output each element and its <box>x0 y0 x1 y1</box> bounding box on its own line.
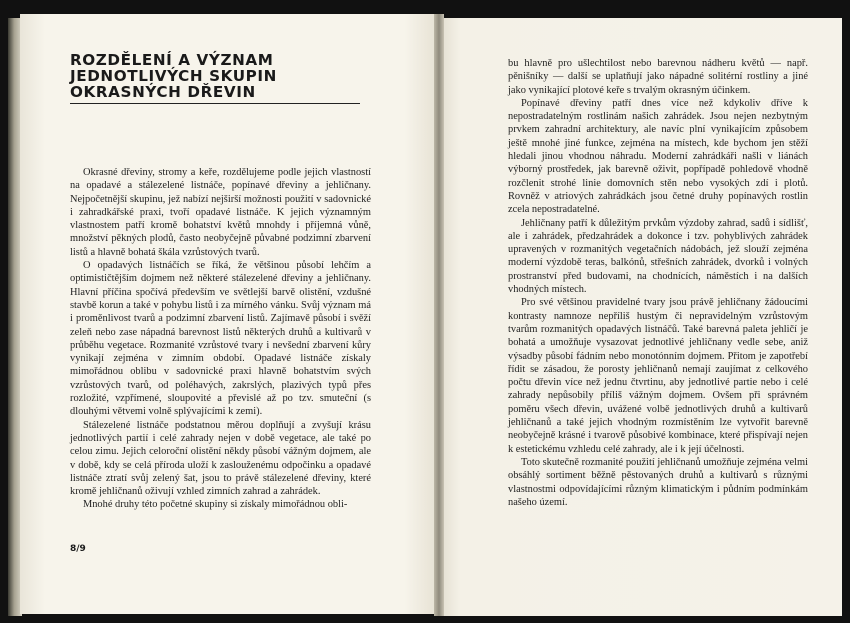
heading-rule <box>70 103 360 104</box>
paragraph: Mnohé druhy této početné skupiny si získaly mimořádnou obli- <box>83 499 348 511</box>
paragraph: Okrasné dřeviny, stromy a keře, rozdělujeme podle jejich vlastností na opadavé a stálezelené listnáče, popínavé dřeviny a jehličnany. Nejpočetnější skupinu, jež nabízí nejširší možnosti použití v sadovnické i zahradkářské praxi, tvoří opadavé listnáče. K jejich významným vlastnostem patří kromě bohatství květů mnohdy i příjemná vůně, množství pěkných plodů, často neobyčejně půvabné podzimní zbarvení listů a hlavně bohatá škála vzrůstových tvarů. <box>70 167 371 258</box>
paragraph: Stálezelené listnáče podstatnou měrou doplňují a zvyšují krásu jednotlivých partií i celé zahrady nejen v době vegetace, ale také po celou zimu. Jejich celoroční olistění někdy působí vážným dojmem, ale v době, kdy se celá příroda uloží k zaslouženému odpočinku a opadavé listnáče ztratí svůj zelený šat, jsou to právě stálezelené dřeviny, které kromě jehličnanů oživují vzhled zimních zahrad a zahrádek. <box>70 419 371 498</box>
heading-line: OKRASNÝCH DŘEVIN <box>70 83 256 101</box>
paragraph: Toto skutečně rozmanité použití jehličnanů umožňuje zejména velmi obsáhlý sortiment běžně pěstovaných druhů a kultivarů s různými vlastnostmi odpovídajícími různým klimatickým i půdním podmínkám našeho území. <box>508 456 808 508</box>
right-text-column <box>508 57 808 509</box>
left-text-column <box>70 166 371 512</box>
chapter-heading <box>70 52 360 100</box>
paragraph: Jehličnany patří k důležitým prvkům výzdoby zahrad, sadů i sídlišť, ale i zahrádek, předzahrádek a dokonce i tzv. pohyblivých zahrádek upravených v rozmanitých vegetačních nádobách, jež slouží zejména moderní výzdobě teras, balkónů, střešních zahrádek, dvorků i volných prostranství před budovami, na chodnících, náměstích i na dalších vhodných místech. <box>508 217 808 296</box>
page-number: 8/9 <box>70 544 86 554</box>
paragraph: bu hlavně pro ušlechtilost nebo barevnou nádheru květů — např. pěnišníky — další se uplatňují jako nápadné solitérní rostliny a jiné jako vynikající plotové keře s trvalým okrasným účinkem. <box>508 58 808 96</box>
paragraph: Popínavé dřeviny patří dnes více než kdykoliv dříve k nepostradatelným rostlinám našich zahrádek. Jsou nejen nezbytným prvkem zahradní architektury, ale navíc plní vynikajícím způsobem ještě mnohé jiné funkce, zejména na místech, kde bychom jen stěží hledali jinou vhodnou náhradu. Moderní zahrádkáři našli v liánách výborný prostředek, jak barevně oživit, popřípadě pohledově vhodně rozčlenit strohé linie domovních stěn nebo vysokých zdí i plotů. Rovněž v atriových zahrádkách jsou četné druhy popínavých rostlin zcela nepostradatelné. <box>508 97 808 216</box>
heading-line: ROZDĚLENÍ A VÝZNAM <box>70 51 274 69</box>
heading-line: JEDNOTLIVÝCH SKUPIN <box>70 67 277 85</box>
paragraph: Pro své většinou pravidelné tvary jsou právě jehličnany žádoucími kontrasty namnoze nepříliš hustým či nepravidelným vzrůstovým tvarům rozmanitých opadavých listnáčů. Také barevná paleta jehličí je bohatá a umožňuje vysazovat jednotlivé jehličnany vedle sebe, aniž výsadby působí fádním nebo monotónním dojmem. Přitom je zapotřebí řídit se zásadou, že porosty jehličnanů nemají zaujímat z celkového počtu dřevin více než jednu čtvrtinu, aby jednotlivé partie nebo i celé zahrady nepůsobily příliš vážným dojmem. Ovšem při správném poměru všech dřevin, uvážené volbě jednotlivých druhů a kultivarů jehličnanů a také jejich vhodným rozmístěním lze vytvořit barevně neobyčejně krásné i tvarově působivé kombinace, které přispívají nejen k estetickému vzhledu celé zahrady, ale i k její účelnosti. <box>508 297 808 455</box>
book-gutter <box>434 14 444 616</box>
paragraph: O opadavých listnáčích se říká, že většinou působí lehčím a optimističtějším dojmem než některé stálezelené dřeviny a jehličnany. Hlavní příčina spočívá především ve světlejší barvě olistění, vzdušné stavbě korun a také v pohybu listů i za mírného vánku. Svůj význam má i proměnlivost tvarů a podzimní zbarvení listů. Zajímavě působí i svěží zeleň nebo zase nápadná barevnost listů některých druhů a kultivarů v průběhu vegetace. Rozmanité vzrůstové tvary i nevšední zbarvení kůry vynikají zejména v zimním období. Opadavé listnáče získaly mimořádnou oblibu v sadovnické praxi hlavně bohatstvím svých vzrůstových tvarů, od poléhavých, zakrslých, plazivých typů přes rozložité, vzpřímené, sloupovité a převislé až po tzv. smuteční (s dlouhými větvemi volně splývajícími k zemi). <box>70 260 371 418</box>
